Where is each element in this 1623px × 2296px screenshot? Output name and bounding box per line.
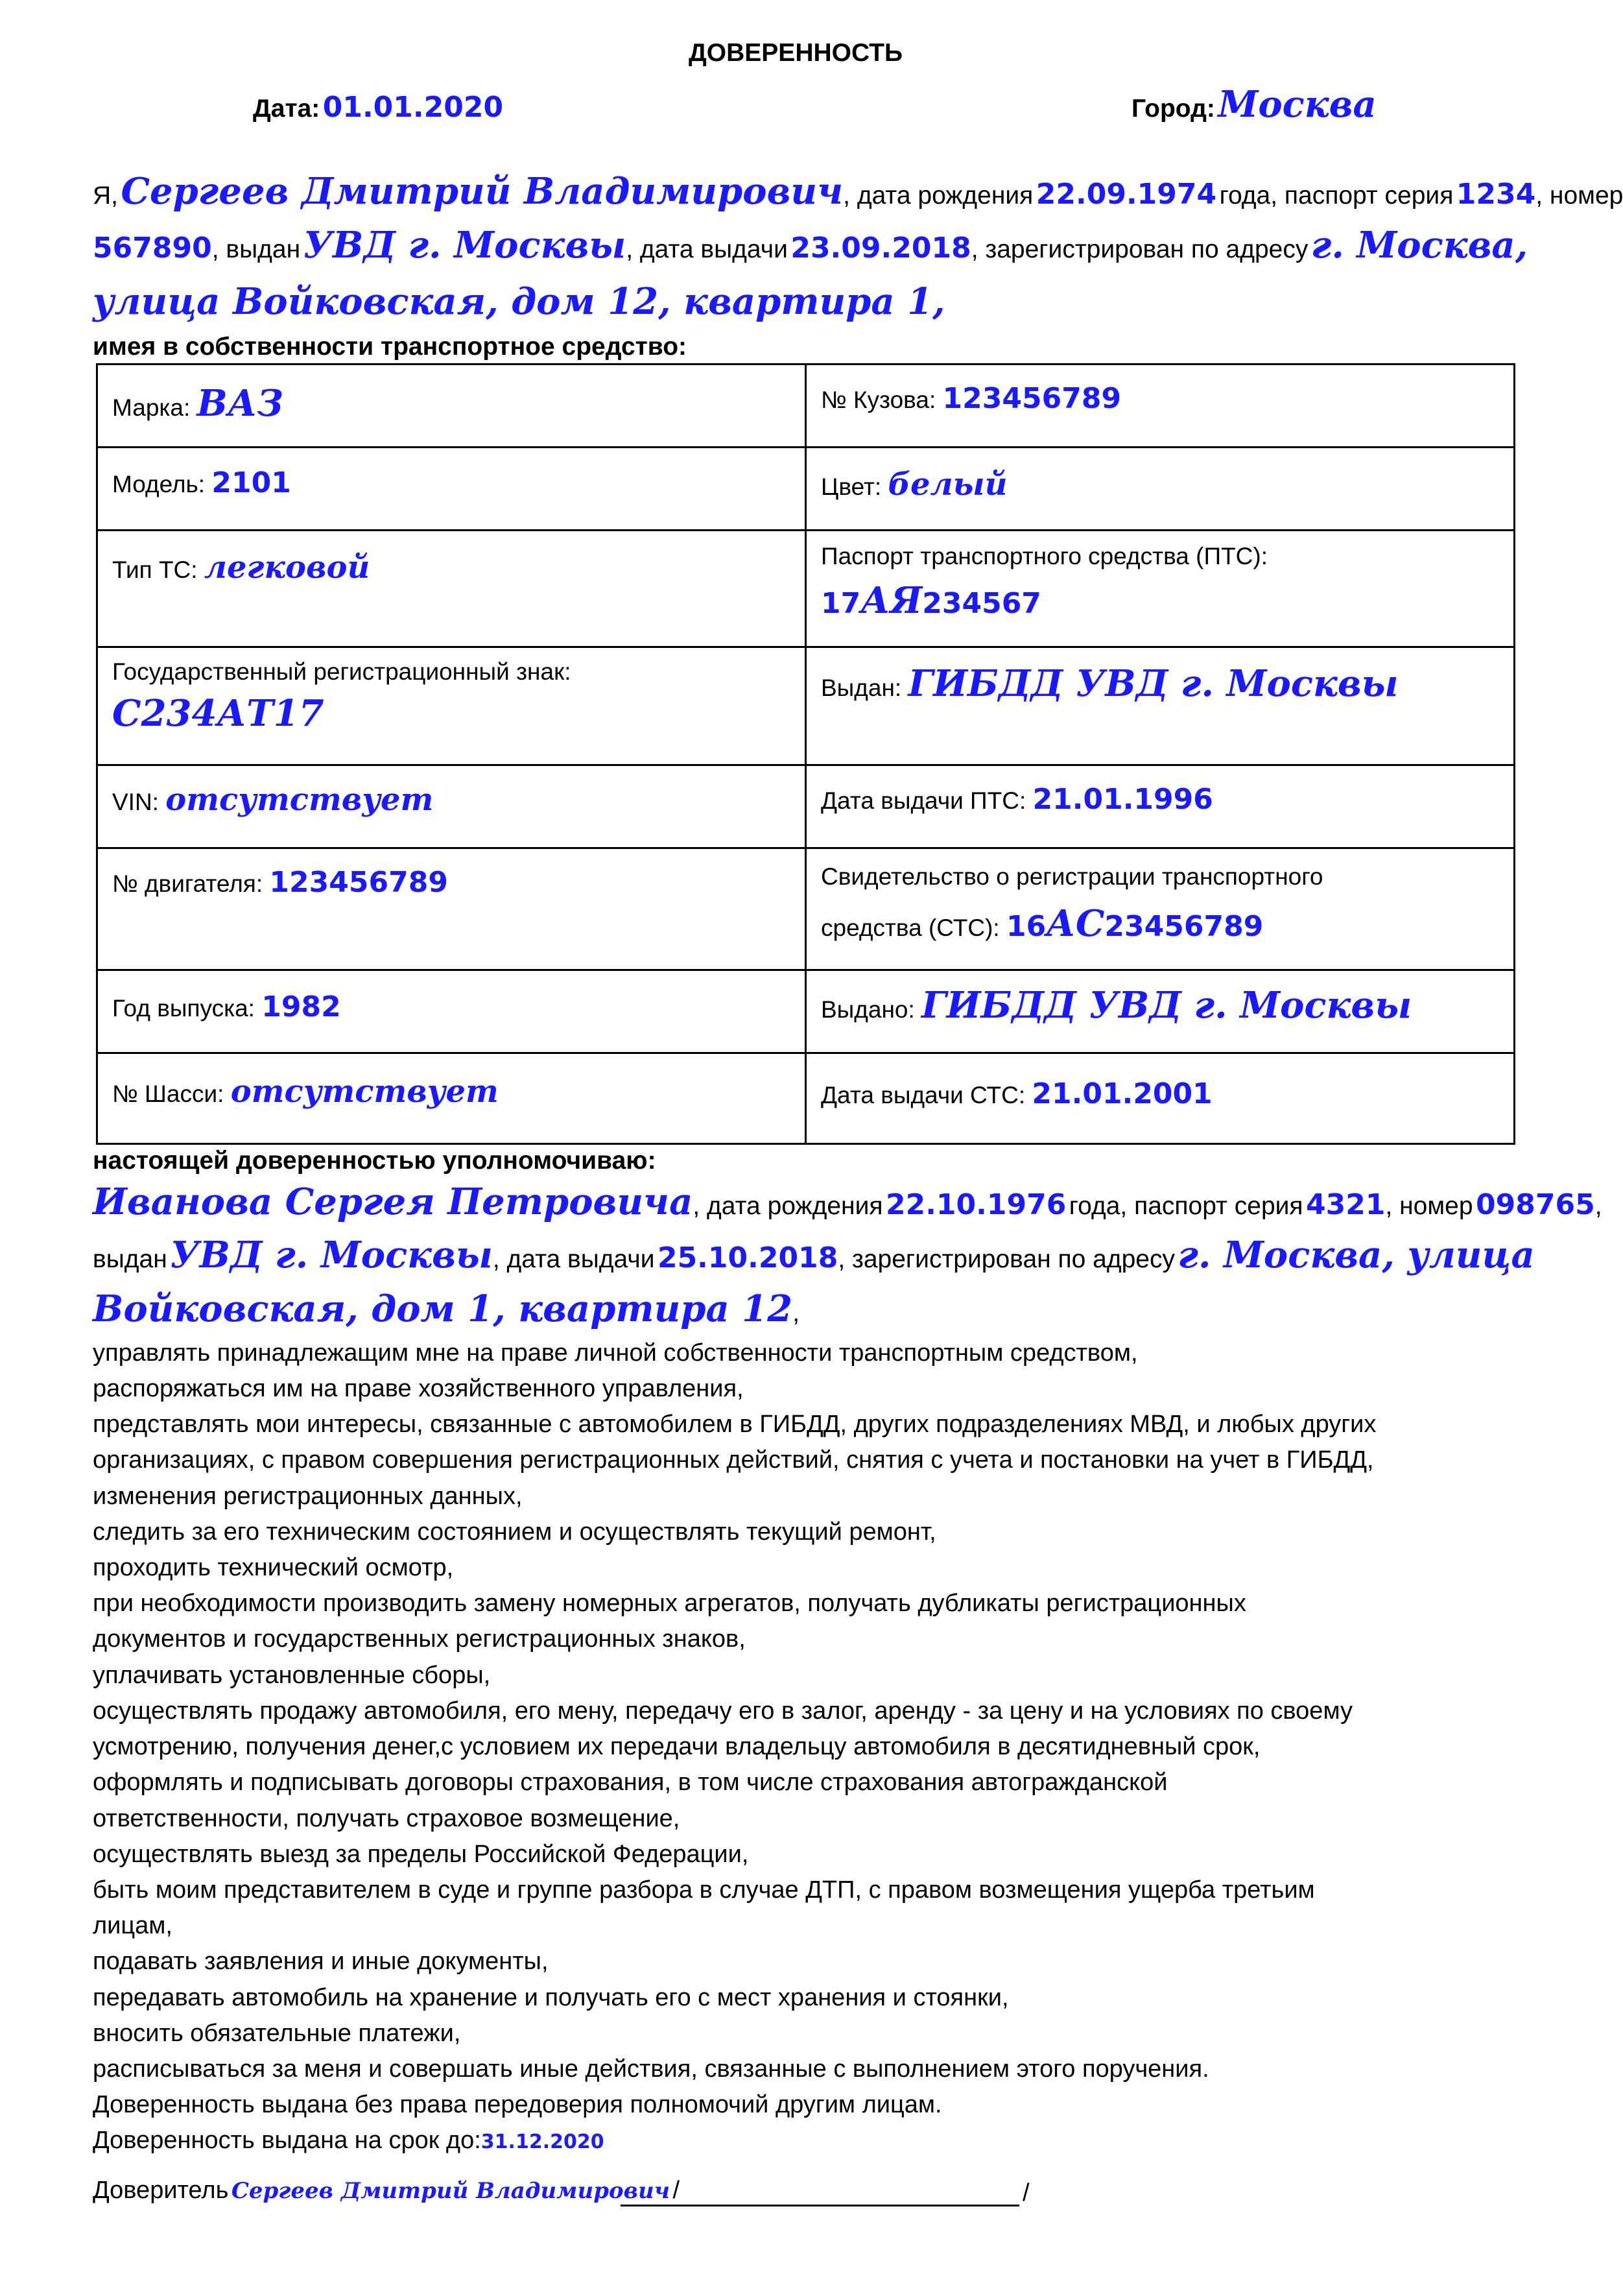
term-row bbox=[93, 2128, 604, 2153]
body-number-value: 123456789 bbox=[942, 382, 1122, 415]
table-cell bbox=[97, 365, 806, 448]
attorney-name: Иванова Сергея Петровича bbox=[93, 1180, 693, 1223]
text: , bbox=[792, 1299, 800, 1327]
brand-label: Марка: bbox=[112, 394, 191, 421]
principal-address: г. Москва, bbox=[1310, 224, 1528, 267]
text: , номер bbox=[1385, 1192, 1473, 1220]
table-row bbox=[97, 765, 1515, 848]
vin-value: отсутствует bbox=[165, 782, 434, 818]
table-cell bbox=[97, 1053, 806, 1144]
sts-label-cont: средства (СТС): bbox=[821, 915, 1000, 941]
principal-issue-date: 23.09.2018 bbox=[790, 232, 971, 265]
table-row bbox=[97, 647, 1515, 765]
pts-date-label: Дата выдачи ПТС: bbox=[821, 787, 1026, 814]
model-value: 2101 bbox=[211, 466, 291, 499]
term-label: Доверенность выдана на срок до: bbox=[93, 2127, 481, 2154]
sts-number: 23456789 bbox=[1104, 910, 1264, 943]
power-line: быть моим представителем в суде и группе разбора в случае ДТП, с правом возмещения ущерба третьим bbox=[93, 1876, 1315, 1904]
signature-end: / bbox=[1023, 2179, 1030, 2206]
date-value: 01.01.2020 bbox=[322, 91, 504, 124]
text: , bbox=[1594, 1192, 1602, 1220]
attorney-line-3 bbox=[93, 1287, 800, 1330]
signature-row bbox=[93, 2178, 680, 2204]
power-line: осуществлять продажу автомобиля, его мену, передачу его в залог, аренду - за цену и на условиях по своему bbox=[93, 1697, 1353, 1725]
table-row bbox=[97, 970, 1515, 1053]
power-line: ответственности, получать страховое возмещение, bbox=[93, 1805, 680, 1832]
attorney-address: г. Москва, улица bbox=[1178, 1234, 1535, 1276]
power-line: усмотрению, получения денег,с условием их передачи владельцу автомобиля в десятидневный срок, bbox=[93, 1733, 1261, 1760]
text: , дата выдачи bbox=[492, 1245, 655, 1273]
power-line: проходить технический осмотр, bbox=[93, 1554, 454, 1581]
city-label: Город: bbox=[1131, 95, 1215, 123]
table-cell bbox=[806, 531, 1515, 647]
principal-line-3 bbox=[93, 280, 945, 323]
table-cell bbox=[806, 365, 1515, 448]
date-label: Дата: bbox=[253, 95, 320, 123]
table-row bbox=[97, 531, 1515, 647]
document-title: ДОВЕРЕННОСТЬ bbox=[689, 39, 903, 67]
text: , номер bbox=[1535, 182, 1623, 209]
table-cell bbox=[806, 970, 1515, 1053]
principal-name: Сергеев Дмитрий Владимирович bbox=[121, 170, 844, 213]
chassis-label: № Шасси: bbox=[112, 1081, 224, 1107]
signer-name: Сергеев Дмитрий Владимирович bbox=[231, 2178, 670, 2204]
text: , зарегистрирован по адресу bbox=[971, 235, 1309, 263]
pts-label: Паспорт транспортного средства (ПТС): bbox=[821, 543, 1268, 569]
date-row bbox=[253, 91, 503, 124]
principal-address-cont: улица Войковская, дом 12, квартира 1, bbox=[93, 280, 945, 323]
sts-issued-label: Выдано: bbox=[821, 996, 915, 1023]
power-line: подавать заявления и иные документы, bbox=[93, 1948, 549, 1975]
text: / bbox=[672, 2177, 680, 2204]
text: выдан bbox=[93, 1245, 167, 1273]
power-line: уплачивать установленные сборы, bbox=[93, 1662, 491, 1689]
attorney-issued-by: УВД г. Москвы bbox=[170, 1234, 493, 1276]
authorize-intro: настоящей доверенностью уполномочиваю: bbox=[93, 1147, 656, 1175]
vehicle-intro: имея в собственности транспортное средство: bbox=[93, 333, 687, 361]
table-cell bbox=[806, 647, 1515, 765]
plate-label: Государственный регистрационный знак: bbox=[112, 658, 571, 685]
power-line: документов и государственных регистрационных знаков, bbox=[93, 1625, 746, 1653]
sts-series: АС bbox=[1046, 902, 1105, 945]
table-row bbox=[97, 1053, 1515, 1144]
term-date: 31.12.2020 bbox=[480, 2131, 604, 2153]
engine-value: 123456789 bbox=[269, 866, 448, 899]
table-row bbox=[97, 448, 1515, 531]
city-value: Москва bbox=[1218, 83, 1377, 126]
text: Я, bbox=[93, 182, 118, 209]
principal-line-1 bbox=[93, 170, 1623, 213]
power-line: изменения регистрационных данных, bbox=[93, 1483, 523, 1510]
table-cell bbox=[97, 848, 806, 970]
signature-line bbox=[621, 2205, 1019, 2206]
table-row bbox=[97, 848, 1515, 970]
power-line: осуществлять выезд за пределы Российской Федерации, bbox=[93, 1841, 749, 1868]
attorney-passport-number: 098765 bbox=[1476, 1188, 1595, 1221]
power-line: управлять принадлежащим мне на праве личной собственности транспортным средством, bbox=[93, 1339, 1138, 1367]
power-line: распоряжаться им на праве хозяйственного управления, bbox=[93, 1375, 744, 1402]
year-value: 1982 bbox=[261, 990, 341, 1023]
text: , зарегистрирован по адресу bbox=[838, 1245, 1175, 1273]
power-line: оформлять и подписывать договоры страхования, в том числе страхования автогражданской bbox=[93, 1769, 1168, 1796]
power-line: лицам, bbox=[93, 1912, 172, 1939]
principal-passport-number: 567890 bbox=[93, 232, 212, 265]
table-cell bbox=[97, 448, 806, 531]
text: , дата выдачи bbox=[626, 235, 788, 263]
sts-label: Свидетельство о регистрации транспортного bbox=[821, 863, 1323, 890]
type-value: легковой bbox=[204, 549, 370, 586]
power-line: представлять мои интересы, связанные с автомобилем в ГИБДД, других подразделениях МВД, и любых других bbox=[93, 1411, 1377, 1438]
chassis-value: отсутствует bbox=[230, 1073, 499, 1110]
pts-value bbox=[821, 579, 1499, 622]
table-cell bbox=[97, 765, 806, 848]
table-cell bbox=[806, 1053, 1515, 1144]
power-line: расписываться за меня и совершать иные действия, связанные с выполнением этого поручения. bbox=[93, 2055, 1209, 2083]
power-line: следить за его техническим состоянием и осуществлять текущий ремонт, bbox=[93, 1518, 936, 1546]
text: года, паспорт серия bbox=[1069, 1192, 1303, 1220]
power-line: вносить обязательные платежи, bbox=[93, 2020, 461, 2047]
text: , дата рождения bbox=[843, 182, 1034, 209]
city-row bbox=[1131, 83, 1377, 126]
power-line: при необходимости производить замену номерных агрегатов, получать дубликаты регистрационных bbox=[93, 1590, 1246, 1617]
text: года, паспорт серия bbox=[1219, 182, 1454, 209]
attorney-address-cont: Войковская, дом 1, квартира 12 bbox=[93, 1287, 793, 1330]
sts-row bbox=[821, 902, 1499, 945]
pts-number: 234567 bbox=[922, 587, 1041, 620]
plate-value: С234АТ17 bbox=[112, 692, 324, 735]
vin-label: VIN: bbox=[112, 789, 159, 815]
table-cell bbox=[806, 765, 1515, 848]
model-label: Модель: bbox=[112, 471, 206, 497]
vehicle-table bbox=[96, 363, 1515, 1145]
table-cell bbox=[97, 970, 806, 1053]
table-cell bbox=[97, 647, 806, 765]
sts-prefix: 16 bbox=[1006, 910, 1047, 943]
text: , дата рождения bbox=[693, 1192, 883, 1220]
body-number-label: № Кузова: bbox=[821, 387, 936, 413]
power-line: передавать автомобиль на хранение и получать его с мест хранения и стоянки, bbox=[93, 1984, 1009, 2011]
sts-date-value: 21.01.2001 bbox=[1032, 1077, 1213, 1110]
attorney-line-1 bbox=[93, 1180, 1602, 1223]
pts-series: АЯ bbox=[860, 579, 923, 622]
signer-label: Доверитель bbox=[93, 2177, 229, 2204]
attorney-birth-date: 22.10.1976 bbox=[885, 1188, 1067, 1221]
table-cell bbox=[806, 848, 1515, 970]
table-cell bbox=[97, 531, 806, 647]
attorney-line-2 bbox=[93, 1234, 1535, 1276]
attorney-issue-date: 25.10.2018 bbox=[657, 1241, 838, 1274]
brand-value: ВАЗ bbox=[196, 382, 283, 425]
power-line: организациях, с правом совершения регистрационных действий, снятия с учета и постановки на учет в ГИБДД, bbox=[93, 1446, 1374, 1474]
pts-issued-value: ГИБДД УВД г. Москвы bbox=[908, 662, 1399, 705]
pts-prefix: 17 bbox=[821, 587, 861, 620]
color-label: Цвет: bbox=[821, 473, 882, 500]
attorney-passport-series: 4321 bbox=[1305, 1188, 1386, 1221]
power-line: Доверенность выдана без права передоверия полномочий другим лицам. bbox=[93, 2091, 942, 2118]
principal-line-2 bbox=[93, 224, 1528, 267]
principal-passport-series: 1234 bbox=[1456, 178, 1536, 211]
sts-date-label: Дата выдачи СТС: bbox=[821, 1082, 1026, 1108]
year-label: Год выпуска: bbox=[112, 995, 255, 1022]
principal-birth-date: 22.09.1974 bbox=[1036, 178, 1217, 211]
type-label: Тип ТС: bbox=[112, 556, 198, 583]
pts-issued-label: Выдан: bbox=[821, 675, 902, 701]
principal-issued-by: УВД г. Москвы bbox=[303, 224, 626, 267]
sts-issued-value: ГИБДД УВД г. Москвы bbox=[921, 984, 1412, 1027]
engine-label: № двигателя: bbox=[112, 870, 263, 897]
color-value: белый bbox=[888, 466, 1008, 503]
table-row bbox=[97, 365, 1515, 448]
text: , выдан bbox=[211, 235, 301, 263]
table-cell bbox=[806, 448, 1515, 531]
pts-date-value: 21.01.1996 bbox=[1032, 783, 1213, 816]
